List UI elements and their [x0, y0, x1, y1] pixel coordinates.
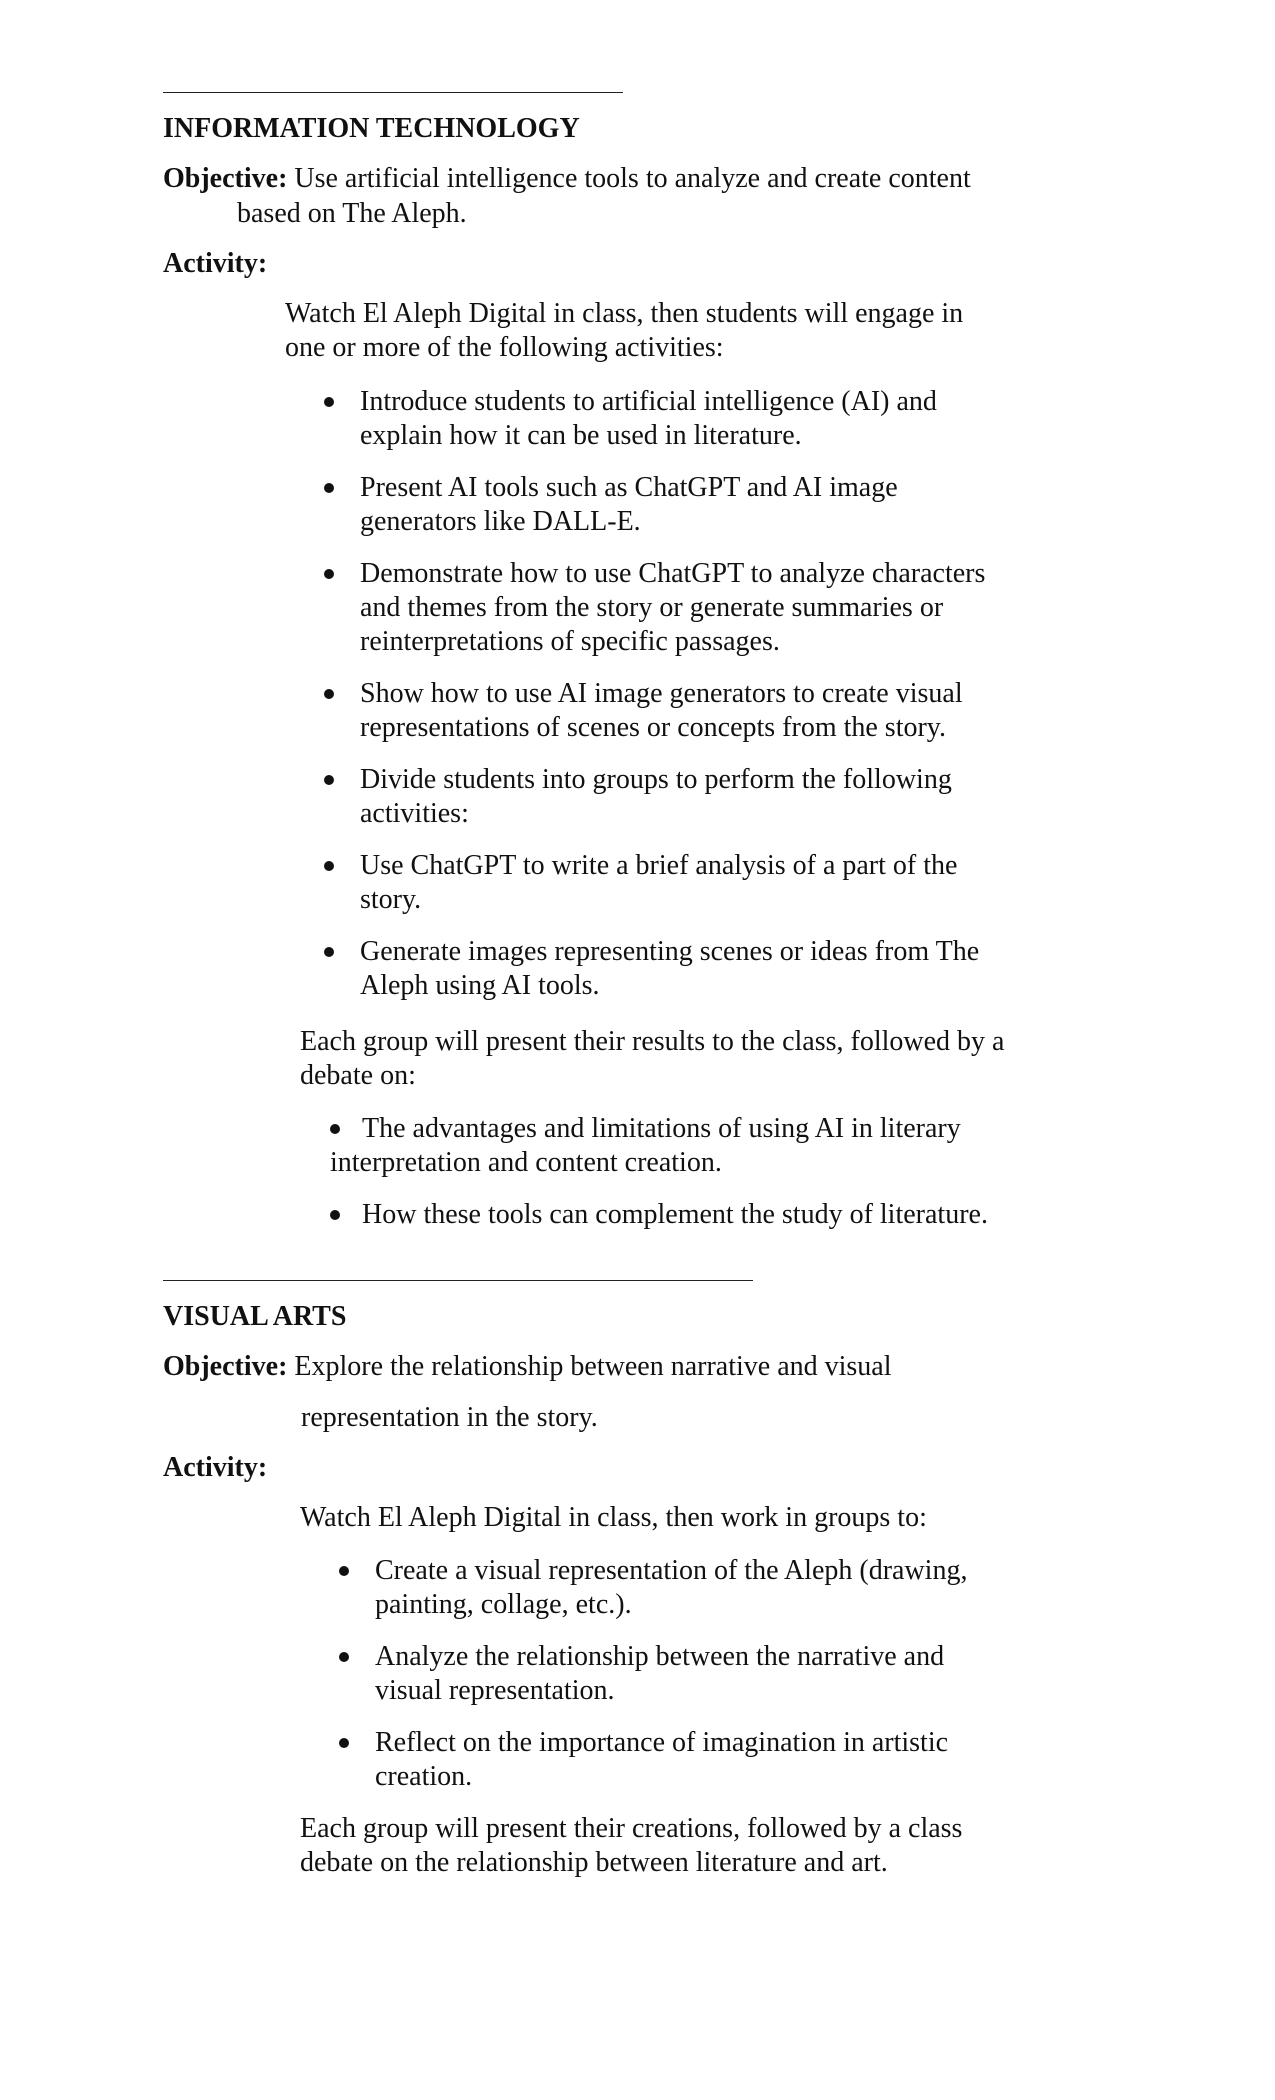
objective-label: Objective:: [163, 163, 288, 194]
objective-text: Use artificial intelligence tools to analyze and create content: [294, 163, 971, 194]
list-item-text: reinterpretations of specific passages.: [360, 626, 780, 657]
list-item: [360, 935, 985, 1003]
list-item: [375, 1640, 967, 1708]
list-item: [360, 763, 985, 831]
list-item-text: How these tools can complement the study of literature.: [362, 1199, 988, 1230]
bullet-icon: [339, 1652, 349, 1662]
list-item: [330, 1112, 988, 1180]
list-item-text: Present AI tools such as ChatGPT and AI image: [360, 472, 898, 503]
section-heading: INFORMATION TECHNOLOGY: [163, 113, 580, 144]
list-item: [360, 849, 985, 917]
objective-continuation: representation in the story.: [301, 1402, 598, 1433]
bullet-icon: [330, 1210, 340, 1220]
activity-list: [375, 1554, 967, 1812]
debate-list: [330, 1112, 988, 1250]
bullet-icon: [339, 1738, 349, 1748]
bullet-icon: [324, 775, 334, 785]
objective-label: Objective:: [163, 1351, 288, 1382]
activity-intro: Watch El Aleph Digital in class, then students will engage in one or more of the following activities:: [285, 298, 964, 363]
activity-list: [360, 385, 985, 1021]
list-item: [360, 557, 985, 659]
list-item: [330, 1198, 988, 1232]
objective-continuation: based on The Aleph.: [237, 198, 467, 229]
activity-intro: Watch El Aleph Digital in class, then work in groups to:: [300, 1502, 927, 1533]
list-item-text: creation.: [375, 1761, 473, 1792]
list-item: [360, 677, 985, 745]
list-item-text: Aleph using AI tools.: [360, 970, 600, 1001]
list-item: [360, 471, 985, 539]
list-item-text: Use ChatGPT to write a brief analysis of a part of the: [360, 850, 958, 881]
activity-label: Activity:: [163, 1452, 268, 1483]
list-item-text: Show how to use AI image generators to create visual: [360, 678, 963, 709]
list-item-text: Divide students into groups to perform the following: [360, 764, 952, 795]
list-item-text: explain how it can be used in literature.: [360, 420, 802, 451]
list-item: [360, 385, 985, 453]
list-item-text: representations of scenes or concepts from the story.: [360, 712, 946, 743]
bullet-icon: [324, 569, 334, 579]
list-item: [375, 1726, 967, 1794]
bullet-icon: [339, 1566, 349, 1576]
section-heading: VISUAL ARTS: [163, 1301, 347, 1332]
section-divider: [163, 92, 623, 93]
list-item-text: Analyze the relationship between the narrative and: [375, 1641, 945, 1672]
list-item-text: activities:: [360, 798, 469, 829]
list-item-text: and themes from the story or generate summaries or: [360, 592, 944, 623]
list-item-text: The advantages and limitations of using AI in literary: [362, 1113, 961, 1144]
closing-paragraph: Each group will present their creations, followed by a class debate on the relationship between literature and art.: [300, 1813, 963, 1878]
bullet-icon: [330, 1124, 340, 1134]
bullet-icon: [324, 483, 334, 493]
list-item-text: generators like DALL-E.: [360, 506, 641, 537]
list-item-text: Introduce students to artificial intelligence (AI) and: [360, 386, 937, 417]
section-divider: [163, 1280, 753, 1281]
list-item-text: painting, collage, etc.).: [375, 1589, 632, 1620]
list-item-text: Create a visual representation of the Aleph (drawing,: [375, 1555, 968, 1586]
list-item-text: Reflect on the importance of imagination in artistic: [375, 1727, 949, 1758]
objective: [163, 162, 971, 196]
list-item-text: visual representation.: [375, 1675, 615, 1706]
objective-text: Explore the relationship between narrative and visual: [294, 1351, 892, 1382]
bullet-icon: [324, 397, 334, 407]
bullet-icon: [324, 861, 334, 871]
list-item-text: Demonstrate how to use ChatGPT to analyze characters: [360, 558, 986, 589]
presentation-paragraph: Each group will present their results to the class, followed by a debate on:: [300, 1026, 1005, 1091]
objective: [163, 1350, 892, 1384]
bullet-icon: [324, 947, 334, 957]
list-item-text: interpretation and content creation.: [330, 1147, 722, 1178]
list-item-text: story.: [360, 884, 422, 915]
activity-label: Activity:: [163, 248, 268, 279]
bullet-icon: [324, 689, 334, 699]
list-item: [375, 1554, 967, 1622]
list-item-text: Generate images representing scenes or ideas from The: [360, 936, 980, 967]
